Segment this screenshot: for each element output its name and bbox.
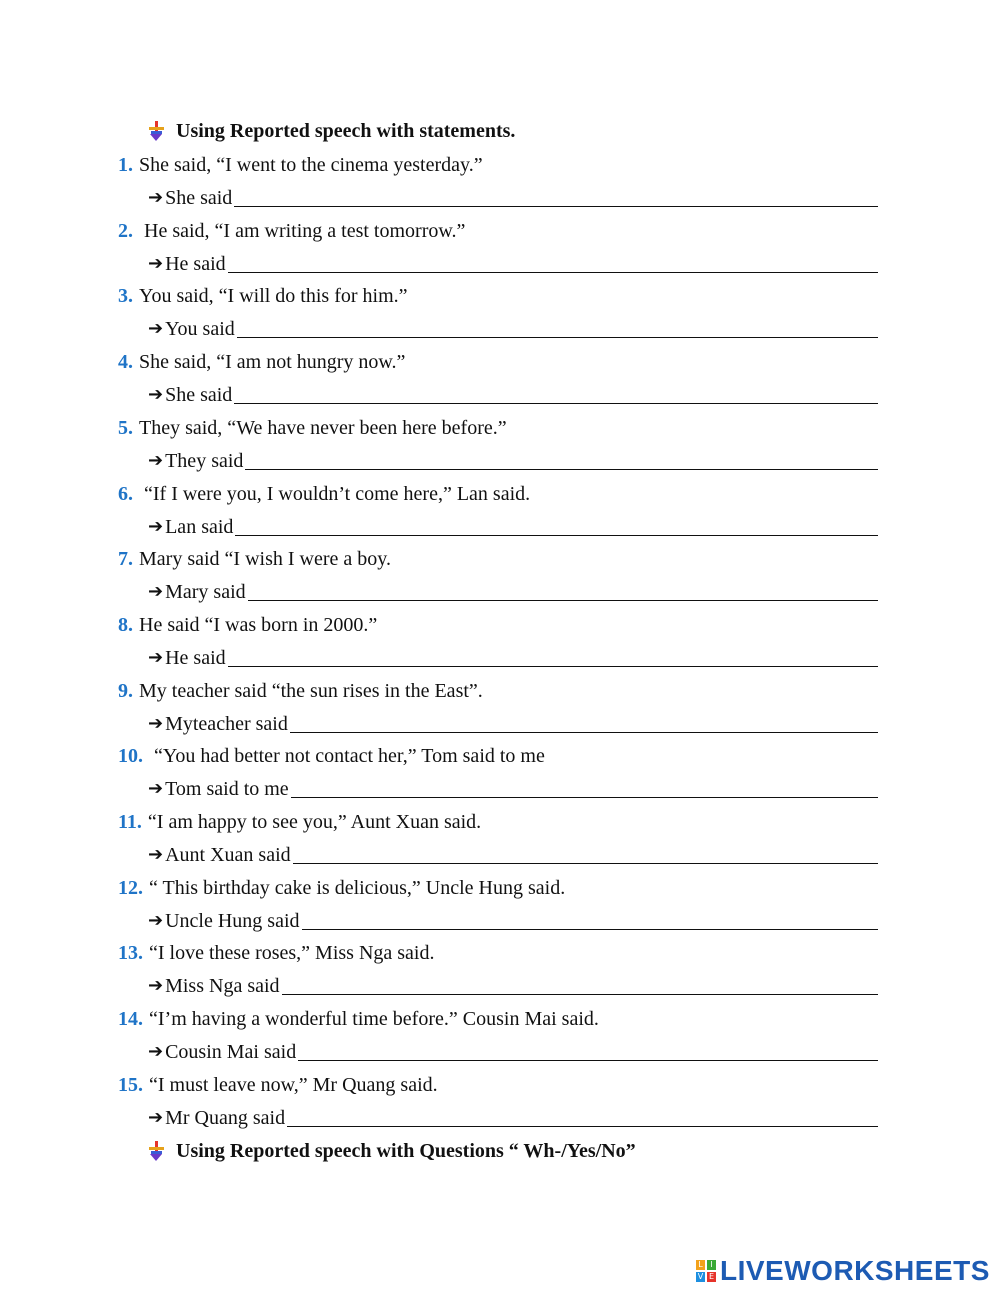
arrow-right-icon: ➔ bbox=[148, 581, 164, 602]
answer-prefix: Lan said bbox=[165, 516, 234, 538]
question-text: “I’m having a wonderful time before.” Cousin Mai said. bbox=[149, 1008, 599, 1030]
question-line bbox=[118, 1007, 599, 1031]
answer-prefix: Uncle Hung said bbox=[165, 910, 300, 932]
question-text: You said, “I will do this for him.” bbox=[139, 285, 408, 307]
question-line bbox=[118, 416, 507, 440]
answer-prefix: Miss Nga said bbox=[165, 975, 280, 997]
arrow-right-icon: ➔ bbox=[148, 778, 164, 799]
question-number: 10. bbox=[118, 745, 143, 767]
arrow-right-icon: ➔ bbox=[148, 384, 164, 405]
answer-input[interactable] bbox=[245, 449, 878, 470]
logo-blocks bbox=[696, 1260, 716, 1282]
section-heading-statements bbox=[146, 120, 515, 143]
question-text: “If I were you, I wouldn’t come here,” Lan said. bbox=[139, 483, 531, 505]
logo-text: LIVEWORKSHEETS bbox=[720, 1255, 990, 1286]
answer-input[interactable] bbox=[248, 580, 878, 601]
question-text: “You had better not contact her,” Tom said to me bbox=[149, 745, 545, 767]
question-number: 4. bbox=[118, 351, 133, 373]
answer-line bbox=[148, 383, 878, 407]
pin-bullet-icon bbox=[146, 1141, 166, 1163]
arrow-right-icon: ➔ bbox=[148, 844, 164, 865]
question-text: “I am happy to see you,” Aunt Xuan said. bbox=[147, 811, 482, 833]
answer-input[interactable] bbox=[234, 186, 878, 207]
answer-line bbox=[148, 974, 878, 998]
question-line bbox=[118, 284, 408, 308]
question-number: 15. bbox=[118, 1074, 143, 1096]
question-text: “I love these roses,” Miss Nga said. bbox=[149, 942, 435, 964]
question-text: She said, “I went to the cinema yesterday.” bbox=[139, 154, 483, 176]
answer-input[interactable] bbox=[302, 909, 878, 930]
arrow-right-icon: ➔ bbox=[148, 187, 164, 208]
arrow-right-icon: ➔ bbox=[148, 516, 164, 537]
answer-line bbox=[148, 909, 878, 933]
pin-bullet-icon bbox=[146, 121, 166, 143]
section-title: Using Reported speech with statements. bbox=[176, 120, 516, 142]
question-line bbox=[118, 744, 545, 768]
question-line bbox=[118, 679, 483, 703]
answer-input[interactable] bbox=[228, 252, 878, 273]
answer-prefix: He said bbox=[165, 647, 226, 669]
answer-prefix: Cousin Mai said bbox=[165, 1041, 297, 1063]
question-number: 13. bbox=[118, 942, 143, 964]
question-line bbox=[118, 613, 377, 637]
arrow-right-icon: ➔ bbox=[148, 1041, 164, 1062]
answer-input[interactable] bbox=[291, 777, 878, 798]
question-text: He said “I was born in 2000.” bbox=[139, 614, 378, 636]
answer-line bbox=[148, 317, 878, 341]
question-line bbox=[118, 219, 465, 243]
answer-input[interactable] bbox=[282, 974, 878, 995]
question-number: 9. bbox=[118, 680, 133, 702]
question-line bbox=[118, 941, 435, 965]
answer-input[interactable] bbox=[290, 712, 878, 733]
answer-input[interactable] bbox=[234, 383, 878, 404]
answer-prefix: Mary said bbox=[165, 581, 246, 603]
arrow-right-icon: ➔ bbox=[148, 713, 164, 734]
question-number: 2. bbox=[118, 220, 133, 242]
liveworksheets-logo[interactable] bbox=[696, 1255, 990, 1287]
question-number: 6. bbox=[118, 483, 133, 505]
arrow-right-icon: ➔ bbox=[148, 910, 164, 931]
answer-prefix: Mr Quang said bbox=[165, 1107, 286, 1129]
logo-block: V bbox=[697, 1272, 704, 1281]
answer-input[interactable] bbox=[228, 646, 878, 667]
answer-prefix: She said bbox=[165, 384, 233, 406]
arrow-right-icon: ➔ bbox=[148, 318, 164, 339]
answer-line bbox=[148, 449, 878, 473]
answer-prefix: You said bbox=[165, 318, 235, 340]
answer-input[interactable] bbox=[287, 1106, 878, 1127]
answer-prefix: Myteacher said bbox=[165, 713, 288, 735]
arrow-right-icon: ➔ bbox=[148, 450, 164, 471]
question-number: 5. bbox=[118, 417, 133, 439]
answer-line bbox=[148, 1040, 878, 1064]
arrow-right-icon: ➔ bbox=[148, 1107, 164, 1128]
question-number: 3. bbox=[118, 285, 133, 307]
answer-prefix: He said bbox=[165, 253, 226, 275]
answer-input[interactable] bbox=[298, 1040, 878, 1061]
question-number: 8. bbox=[118, 614, 133, 636]
answer-prefix: They said bbox=[165, 450, 244, 472]
question-text: She said, “I am not hungry now.” bbox=[139, 351, 406, 373]
question-text: They said, “We have never been here before.” bbox=[139, 417, 507, 439]
question-text: “I must leave now,” Mr Quang said. bbox=[149, 1074, 438, 1096]
answer-line bbox=[148, 712, 878, 736]
answer-line bbox=[148, 843, 878, 867]
answer-input[interactable] bbox=[237, 317, 878, 338]
question-text: Mary said “I wish I were a boy. bbox=[139, 548, 391, 570]
section-title: Using Reported speech with Questions “ Wh-/Yes/No” bbox=[176, 1140, 636, 1162]
answer-line bbox=[148, 646, 878, 670]
answer-input[interactable] bbox=[293, 843, 878, 864]
question-number: 12. bbox=[118, 877, 143, 899]
section-heading-questions bbox=[146, 1140, 636, 1163]
logo-block: L bbox=[696, 1260, 705, 1270]
question-line bbox=[118, 810, 481, 834]
arrow-right-icon: ➔ bbox=[148, 253, 164, 274]
question-number: 7. bbox=[118, 548, 133, 570]
question-text: My teacher said “the sun rises in the East”. bbox=[139, 680, 483, 702]
answer-line bbox=[148, 515, 878, 539]
answer-line bbox=[148, 580, 878, 604]
question-number: 1. bbox=[118, 154, 133, 176]
answer-prefix: She said bbox=[165, 187, 233, 209]
question-line bbox=[118, 876, 565, 900]
question-number: 11. bbox=[118, 811, 142, 833]
logo-block: E bbox=[708, 1272, 715, 1281]
question-line bbox=[118, 350, 405, 374]
answer-prefix: Tom said to me bbox=[165, 778, 289, 800]
question-line bbox=[118, 547, 391, 571]
question-text: “ This birthday cake is delicious,” Uncle Hung said. bbox=[149, 877, 566, 899]
question-line bbox=[118, 1073, 438, 1097]
arrow-right-icon: ➔ bbox=[148, 975, 164, 996]
answer-line bbox=[148, 777, 878, 801]
question-line bbox=[118, 153, 483, 177]
question-number: 14. bbox=[118, 1008, 143, 1030]
question-text: He said, “I am writing a test tomorrow.” bbox=[139, 220, 466, 242]
answer-prefix: Aunt Xuan said bbox=[165, 844, 291, 866]
answer-input[interactable] bbox=[235, 515, 878, 536]
logo-block: I bbox=[707, 1260, 716, 1270]
answer-line bbox=[148, 1106, 878, 1130]
answer-line bbox=[148, 252, 878, 276]
answer-line bbox=[148, 186, 878, 210]
question-line bbox=[118, 482, 530, 506]
arrow-right-icon: ➔ bbox=[148, 647, 164, 668]
